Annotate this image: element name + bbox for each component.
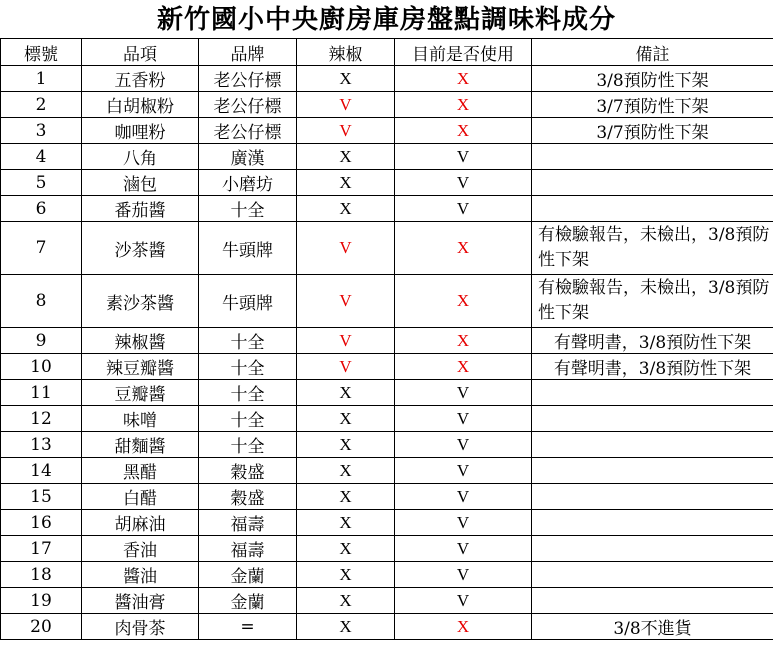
brand-name: 金蘭 [199, 588, 297, 614]
note-cell [532, 380, 773, 406]
note-cell [532, 196, 773, 222]
row-number: 14 [1, 458, 82, 484]
pepper-mark: V [297, 222, 395, 275]
in-use-mark: V [395, 536, 532, 562]
brand-name: 牛頭牌 [199, 222, 297, 275]
item-name: 醬油 [82, 562, 199, 588]
in-use-mark: V [395, 562, 532, 588]
pepper-mark: X [297, 614, 395, 640]
inventory-table [0, 38, 773, 640]
item-name: 味噌 [82, 406, 199, 432]
note-cell: 3/7預防性下架 [532, 118, 773, 144]
item-name: 辣椒醬 [82, 328, 199, 354]
brand-name: 十全 [199, 406, 297, 432]
table-body [1, 66, 773, 640]
table-row [1, 432, 773, 458]
item-name: 白醋 [82, 484, 199, 510]
brand-name: 小磨坊 [199, 170, 297, 196]
row-number: 12 [1, 406, 82, 432]
row-number: 19 [1, 588, 82, 614]
item-name: 白胡椒粉 [82, 92, 199, 118]
in-use-mark: V [395, 406, 532, 432]
table-row [1, 222, 773, 275]
item-name: 番茄醬 [82, 196, 199, 222]
item-name: 滷包 [82, 170, 199, 196]
table-row [1, 484, 773, 510]
in-use-mark: V [395, 484, 532, 510]
in-use-mark: V [395, 196, 532, 222]
row-number: 9 [1, 328, 82, 354]
pepper-mark: V [297, 118, 395, 144]
item-name: 甜麵醬 [82, 432, 199, 458]
in-use-mark: V [395, 380, 532, 406]
brand-name: 老公仔標 [199, 66, 297, 92]
in-use-mark: X [395, 275, 532, 328]
table-row [1, 92, 773, 118]
document-title: 新竹國小中央廚房庫房盤點調味料成分 [156, 5, 616, 35]
note-cell [532, 510, 773, 536]
pepper-mark: X [297, 536, 395, 562]
pepper-mark: X [297, 588, 395, 614]
note-cell: 有聲明書，3/8預防性下架 [532, 328, 773, 354]
brand-name: 老公仔標 [199, 118, 297, 144]
note-cell: 3/8預防性下架 [532, 66, 773, 92]
item-name: 肉骨茶 [82, 614, 199, 640]
in-use-mark: X [395, 222, 532, 275]
row-number: 20 [1, 614, 82, 640]
row-number: 8 [1, 275, 82, 328]
table-row [1, 562, 773, 588]
pepper-mark: X [297, 196, 395, 222]
table-row [1, 614, 773, 640]
brand-name: 十全 [199, 328, 297, 354]
brand-name: 十全 [199, 354, 297, 380]
row-number: 7 [1, 222, 82, 275]
pepper-mark: X [297, 562, 395, 588]
pepper-mark: V [297, 92, 395, 118]
table-header-row [1, 39, 773, 66]
table-row [1, 380, 773, 406]
note-cell [532, 432, 773, 458]
table-row [1, 275, 773, 328]
brand-name: = [199, 614, 297, 640]
note-cell [532, 536, 773, 562]
brand-name: 穀盛 [199, 484, 297, 510]
table-row [1, 510, 773, 536]
item-name: 胡麻油 [82, 510, 199, 536]
header-number: 標號 [1, 39, 82, 66]
header-pepper: 辣椒 [297, 39, 395, 66]
table-row [1, 406, 773, 432]
row-number: 4 [1, 144, 82, 170]
row-number: 2 [1, 92, 82, 118]
item-name: 黑醋 [82, 458, 199, 484]
table-row [1, 458, 773, 484]
table-row [1, 196, 773, 222]
item-name: 咖哩粉 [82, 118, 199, 144]
brand-name: 十全 [199, 196, 297, 222]
header-brand: 品牌 [199, 39, 297, 66]
pepper-mark: X [297, 484, 395, 510]
table-row [1, 328, 773, 354]
row-number: 11 [1, 380, 82, 406]
table-row [1, 144, 773, 170]
pepper-mark: X [297, 458, 395, 484]
pepper-mark: X [297, 510, 395, 536]
note-cell [532, 562, 773, 588]
row-number: 15 [1, 484, 82, 510]
note-cell: 有檢驗報告，未檢出，3/8預防性下架 [532, 275, 773, 328]
brand-name: 十全 [199, 432, 297, 458]
brand-name: 老公仔標 [199, 92, 297, 118]
item-name: 醬油膏 [82, 588, 199, 614]
item-name: 辣豆瓣醬 [82, 354, 199, 380]
in-use-mark: V [395, 144, 532, 170]
header-item: 品項 [82, 39, 199, 66]
note-cell: 3/8不進貨 [532, 614, 773, 640]
brand-name: 金蘭 [199, 562, 297, 588]
row-number: 5 [1, 170, 82, 196]
in-use-mark: X [395, 354, 532, 380]
item-name: 香油 [82, 536, 199, 562]
in-use-mark: V [395, 432, 532, 458]
item-name: 五香粉 [82, 66, 199, 92]
row-number: 6 [1, 196, 82, 222]
brand-name: 福壽 [199, 536, 297, 562]
in-use-mark: X [395, 328, 532, 354]
in-use-mark: V [395, 458, 532, 484]
row-number: 10 [1, 354, 82, 380]
in-use-mark: X [395, 66, 532, 92]
note-cell: 3/7預防性下架 [532, 92, 773, 118]
pepper-mark: X [297, 380, 395, 406]
row-number: 17 [1, 536, 82, 562]
item-name: 八角 [82, 144, 199, 170]
note-cell [532, 588, 773, 614]
brand-name: 十全 [199, 380, 297, 406]
pepper-mark: X [297, 432, 395, 458]
row-number: 3 [1, 118, 82, 144]
table-row [1, 170, 773, 196]
brand-name: 廣漢 [199, 144, 297, 170]
header-note: 備註 [532, 39, 773, 66]
note-cell [532, 458, 773, 484]
row-number: 16 [1, 510, 82, 536]
table-row [1, 536, 773, 562]
pepper-mark: X [297, 144, 395, 170]
table-row [1, 588, 773, 614]
pepper-mark: X [297, 406, 395, 432]
note-cell [532, 170, 773, 196]
note-cell [532, 484, 773, 510]
brand-name: 牛頭牌 [199, 275, 297, 328]
brand-name: 穀盛 [199, 458, 297, 484]
row-number: 13 [1, 432, 82, 458]
in-use-mark: X [395, 118, 532, 144]
pepper-mark: V [297, 328, 395, 354]
header-in-use: 目前是否使用 [395, 39, 532, 66]
pepper-mark: V [297, 275, 395, 328]
in-use-mark: X [395, 92, 532, 118]
note-cell: 有聲明書，3/8預防性下架 [532, 354, 773, 380]
note-cell: 有檢驗報告，未檢出，3/8預防性下架 [532, 222, 773, 275]
brand-name: 福壽 [199, 510, 297, 536]
note-cell [532, 144, 773, 170]
table-row [1, 354, 773, 380]
pepper-mark: X [297, 170, 395, 196]
item-name: 素沙茶醬 [82, 275, 199, 328]
note-cell [532, 406, 773, 432]
in-use-mark: V [395, 588, 532, 614]
item-name: 沙茶醬 [82, 222, 199, 275]
table-row [1, 118, 773, 144]
item-name: 豆瓣醬 [82, 380, 199, 406]
pepper-mark: V [297, 354, 395, 380]
row-number: 18 [1, 562, 82, 588]
pepper-mark: X [297, 66, 395, 92]
row-number: 1 [1, 66, 82, 92]
in-use-mark: V [395, 170, 532, 196]
in-use-mark: V [395, 510, 532, 536]
table-row [1, 66, 773, 92]
in-use-mark: X [395, 614, 532, 640]
